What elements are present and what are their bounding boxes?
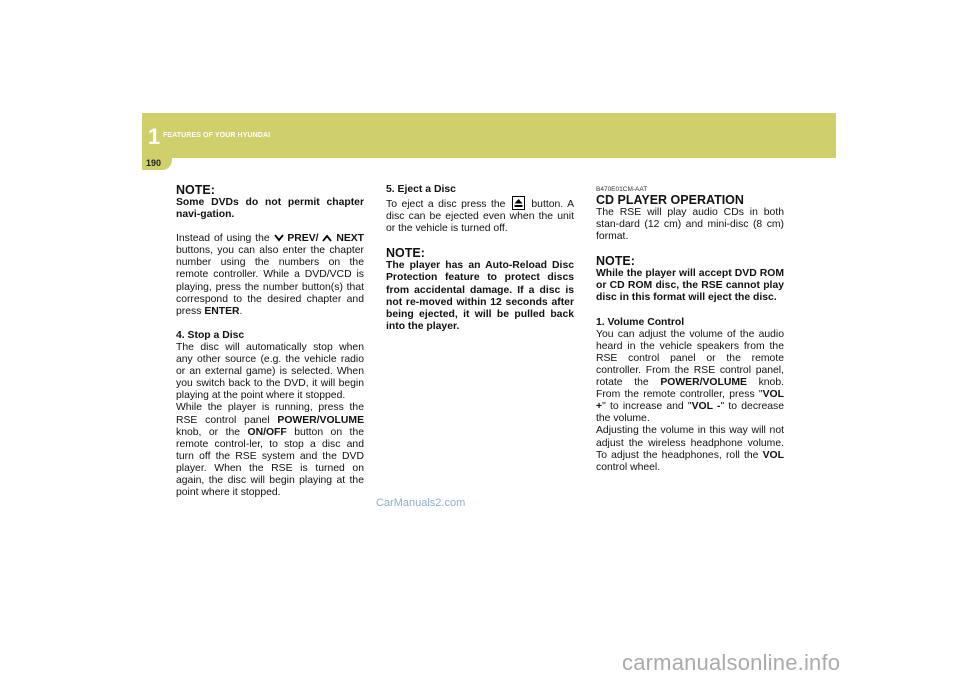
section-title: CD PLAYER OPERATION: [596, 193, 744, 207]
section-4-text-1: The disc will automatically stop when any other source (e.g. the vehicle radio or an external game) is selected. When you switch back to the DVD, it will begin playing at the point where it stopped.: [176, 341, 364, 402]
section-5-text: To eject a disc press the button. A disc can be ejected even when the unit or the vehicle is turned off.: [386, 196, 574, 235]
column-3: [596, 184, 784, 474]
watermark-footer: carmanualsonline.info: [622, 650, 841, 675]
note-heading: NOTE:: [596, 254, 635, 269]
section-4-title: 4. Stop a Disc: [176, 329, 245, 341]
column-2: [386, 184, 574, 333]
column-1: [176, 184, 364, 499]
chapter-select-paragraph: Instead of using the PREV/ NEXT buttons, you can also enter the chapter number using the numbers on the remote controller. While a DVD/VCD is playing, press the number button(s) that correspond to the desired chapter and press ENTER.: [176, 233, 365, 317]
section-1-title: 1. Volume Control: [596, 316, 685, 328]
note-text: The player has an Auto-Reload Disc Protection feature to protect discs from accidental damage. If a disc is not re-moved within 12 seconds after being ejected, it will be pulled back into the player.: [386, 260, 574, 332]
chapter-number: 1: [148, 124, 161, 149]
section-code: B470E01CM-AAT: [596, 186, 648, 193]
note-heading: NOTE:: [176, 183, 215, 197]
note-text: Some DVDs do not permit chapter navi-gation.: [176, 197, 364, 221]
section-intro: The RSE will play audio CDs in both stan-dard (12 cm) and mini-disc (8 cm) format.: [596, 207, 784, 243]
section-1-text: You can adjust the volume of the audio heard in the vehicle speakers from the RSE control panel or the remote controller. From the RSE control panel, rotate the POWER/VOLUME knob. From the remote controller, press "VOL +" to increase and "VOL -" to decrease the volume.: [596, 328, 785, 425]
watermark-link[interactable]: CarManuals2.com: [376, 497, 466, 509]
page-number: 190: [146, 158, 162, 168]
chapter-title: FEATURES OF YOUR HYUNDAI: [163, 132, 271, 139]
section-5-title: 5. Eject a Disc: [386, 184, 456, 195]
note-text: While the player will accept DVD ROM or CD ROM disc, the RSE cannot play disc in this format will eject the disc.: [596, 268, 784, 304]
section-1-text-2: Adjusting the volume in this way will not adjust the wireless headphone volume. To adjust the headphones, roll the VOL control wheel.: [596, 425, 784, 473]
eject-icon: [512, 196, 525, 210]
section-4-text-2: While the player is running, press the RSE control panel POWER/VOLUME knob, or the ON/OFF button on the remote control-ler, to stop a disc and turn off the RSE system and the DVD player. When the RSE is turned on again, the disc will begin playing at the point where it stopped.: [176, 402, 365, 499]
chevron-up-icon: [322, 234, 332, 242]
note-heading: NOTE:: [386, 246, 425, 261]
chevron-down-icon: [274, 234, 284, 242]
